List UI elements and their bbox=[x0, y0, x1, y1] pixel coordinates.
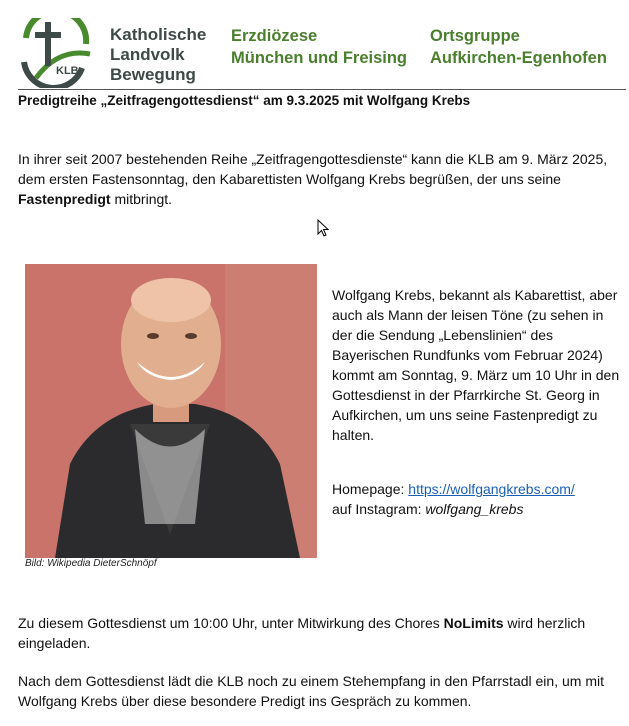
portrait-photo bbox=[25, 264, 317, 558]
reception-paragraph: Nach dem Gottesdienst lädt die KLB noch zu einem Stehempfang in den Pfarrstadl ein, um mit Wolfgang Krebs über diese besondere Predigt ins Gespräch zu kommen. bbox=[18, 673, 604, 709]
local-group-name: Ortsgruppe Aufkirchen-Egenhofen bbox=[430, 27, 607, 67]
homepage-link[interactable]: https://wolfgangkrebs.com/ bbox=[408, 481, 575, 497]
instagram-handle: wolfgang_krebs bbox=[425, 501, 524, 517]
article-title: Predigtreihe „Zeitfragengottesdienst“ am 9.3.2025 mit Wolfgang Krebs bbox=[18, 93, 471, 108]
portrait-illustration bbox=[25, 264, 317, 558]
org-name: Katholische Landvolk Bewegung bbox=[110, 25, 207, 84]
intro-paragraph: In ihrer seit 2007 bestehenden Reihe „Zeitfragengottesdienste“ kann die KLB am 9. März 2025, dem ersten Fastensonntag, den Kabarettisten Wolfgang Krebs begrüßen, der uns seine Fastenpredigt mitbringt. bbox=[18, 151, 608, 207]
diocese-name: Erzdiözese München und Freising bbox=[231, 27, 407, 67]
mouse-pointer-icon bbox=[317, 219, 329, 237]
klb-logo-icon bbox=[18, 18, 94, 88]
svg-text:KLB: KLB bbox=[56, 65, 79, 77]
speaker-links: Homepage: https://wolfgangkrebs.com/ auf Instagram: wolfgang_krebs bbox=[332, 481, 575, 517]
speaker-description: Wolfgang Krebs, bekannt als Kabarettist, aber auch als Mann der leisen Töne (zu sehen in der die Sendung „Lebenslinien“ des Bayerischen Rundfunks vom Februar 2024) kommt am Sonntag, 9. März um 10 Uhr in den Gottesdienst in der Pfarrkirche St. Georg in Aufkirchen, um uns seine Fastenpredigt zu halten. bbox=[332, 287, 620, 443]
letterhead bbox=[0, 0, 629, 92]
choir-paragraph: Zu diesem Gottesdienst um 10:00 Uhr, unter Mitwirkung des Chores NoLimits wird herzlich eingeladen. bbox=[18, 615, 586, 651]
header-divider bbox=[18, 89, 626, 90]
photo-caption: Bild: Wikipedia DieterSchnöpf bbox=[25, 558, 157, 569]
